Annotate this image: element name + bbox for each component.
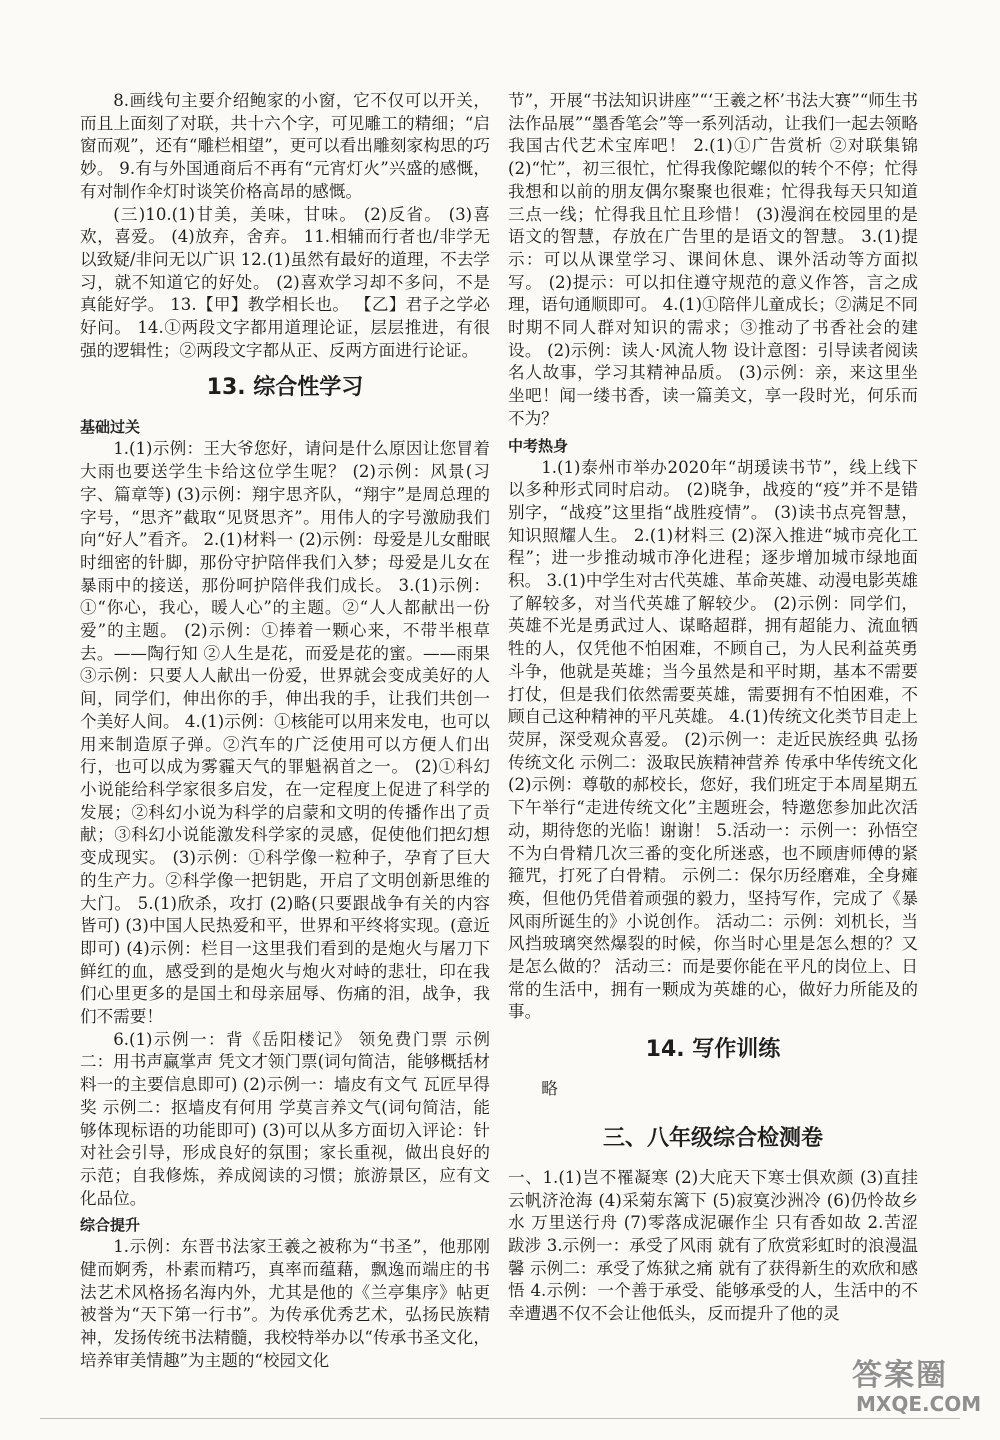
answer-paragraph: (三)10.(1)甘美，美味，甘味。 (2)反省。 (3)喜欢，喜爱。 (4)放弃，舍弃。 11.相辅而行者也/非学无以致疑/非问无以广识 12.(1)虽然有最好的道理，不去学习，就不知道它的好处。 (2)喜欢学习却不多问，不是真能好学。 13.【甲】教学相长也。 【乙】君子之学必好问。 14.①两段文字都用道理论证，层层推进，有很强的逻辑性；②两段文字都从正、反两方面进行论证。 (80, 204, 490, 360)
answer-paragraph: 一、1.(1)岂不罹凝寒 (2)大庇天下寒士俱欢颜 (3)直挂云帆济沧海 (4)采菊东篱下 (5)寂寞沙洲冷 (6)仍怜故乡水 万里送行舟 (7)零落成泥碾作尘 只有香如故 2.苦涩 跋涉 3.示例一：承受了风雨 就有了欣赏彩虹时的浪漫温馨 示例二：承受了炼狱之痛 就有了获得新生的欢欣和感悟 4.示例：一个善于承受、能够承受的人，生活中的不幸遭遇不仅不会让他低头，反而提升了他的灵 (508, 1167, 918, 1324)
answer-paragraph: 略 (541, 1079, 558, 1099)
right-column (508, 90, 918, 1326)
answer-paragraph: 1.(1)泰州市举办2020年“胡瑗读书节”，线上线下以多种形式同时启动。 (2)晓争，战疫的“疫”并不是错别字，“战疫”这里指“战胜疫情”。 (3)读书点亮智慧，知识照耀人生。 2.(1)材料三 (2)深入推进“城市亮化工程”；进一步推动城市净化进程；逐步增加城市绿地面积。 3.(1)中学生对古代英雄、革命英雄、动漫电影英雄了解较多，对当代英雄了解较少。 (2)示例：同学们，英雄不光是勇武过人、谋略超群，拥有超能力、流血牺牲的人，仅凭他不怕困难，不顾自己，为人民利益英勇斗争，他就是英雄；当今虽然是和平时期，基本不需要打仗，但是我们依然需要英雄，需要拥有不怕困难，不顾自己这种精神的平凡英雄。 4.(1)传统文化类节目走上荧屏，深受观众喜爱。 (2)示例一：走近民族经典 弘扬传统文化 示例二：汲取民族精神营养 传承中华传统文化 (2)示例：尊敬的郝校长，您好，我们班定于本周星期五下午举行“走进传统文化”主题班会，特邀您参加此次活动，期待您的光临！谢谢！ 5.活动一：示例一：孙悟空不为白骨精几次三番的变化所迷惑，也不顾唐师傅的紧箍咒，打死了白骨精。 示例二：保尔历经磨难，全身瘫痪，但他仍凭借着顽强的毅力，坚持写作，完成了《暴风雨所诞生的》小说创作。 活动二：示例：刘机长，当风挡玻璃突然爆裂的时候，你当时心里是怎么想的？又是怎么做的？ 活动三：而是要你能在平凡的岗位上、日常的生活中，拥有一颗成为英雄的心，做好力所能及的事。 (508, 457, 918, 1022)
answer-paragraph: 6.(1)示例一：背《岳阳楼记》 领免费门票 示例二：用书声赢掌声 凭文才领门票(词句简洁，能够概括材料一的主要信息即可) (2)示例一：墙皮有文气 瓦匠早得奖 示例二：抠墙皮有何用 学莫言养文气(词句简洁，能够体现标语的功能即可) (3)可以从多方面切入评论：针对社会引导，形成良好的氛围；家长重视，做出良好的示范；自我修炼，养成阅读的习惯；旅游景区，应有文化品位。 (80, 1029, 490, 1208)
watermark-line1: 答案圈 (852, 1358, 948, 1393)
subsection-heading: 中考热身 (508, 436, 569, 455)
watermark-logo (848, 1350, 988, 1422)
answer-paragraph: 1.(1)示例：王大爷您好，请问是什么原因让您冒着大雨也要送学生卡给这位学生呢？ (2)示例：风景(习字、篇章等) (3)示例：翔宇思齐队，“翔宇”是周总理的字号，“思齐”截取“见贤思齐”。用伟人的字号激励我们向“好人”看齐。 2.(1)材料一 (2)示例：母爱是儿女酣眠时细密的针脚，那份守护陪伴我们入梦；母爱是儿女在暴雨中的接送，那份呵护陪伴我们成长。 3.(1)示例：①“你心，我心，暖人心”的主题。②“人人都献出一份爱”的主题。 (2)示例：①捧着一颗心来，不带半根草去。——陶行知 ②人生是花，而爱是花的蜜。——雨果 ③示例：只要人人献出一份爱，世界就会变成美好的人间，同学们，伸出你的手，伸出我的手，让我们共创一个美好人间。 4.(1)示例：①核能可以用来发电，也可以用来制造原子弹。②汽车的广泛使用可以方便人们出行，也可以成为雾霾天气的罪魁祸首之一。 (2)①科幻小说能给科学家很多启发，在一定程度上促进了科学的发展；②科幻小说为科学的启蒙和文明的传播作出了贡献；③科幻小说能激发科学家的灵感，促使他们把幻想变成现实。 (3)示例：①科学像一粒种子，孕育了巨大的生产力。②科学像一把钥匙，开启了文明创新思维的大门。 5.(1)欣杀，攻打 (2)略(只要跟战争有关的内容皆可) (3)中国人民热爱和平，世界和平终将实现。(意近即可) (4)示例：栏目一这里我们看到的是炮火与屠刀下鲜红的血，感受到的是炮火与炮火对峙的悲壮，印在我们心里更多的是国土和母亲屈辱、伤痛的泪，战争，我们不需要！ (80, 439, 490, 1027)
section-heading: 14. 写作训练 (645, 1037, 781, 1063)
watermark-line2: MXQE.COM (856, 1392, 982, 1416)
answer-paragraph: 1.示例：东晋书法家王羲之被称为“书圣”，他那刚健而婀秀，朴素而精巧，真率而蕴藉，飘逸而端庄的书法艺术风格扬名海内外，尤其是他的《兰亭集序》帖更被誉为“天下第一行书”。为传承优秀艺术，弘扬民族精神，发扬传统书法精髓，我校特举办以“传承书圣文化，培养审美情趣”为主题的“校园文化 (80, 1237, 490, 1370)
section-heading: 13. 综合性学习 (206, 375, 364, 401)
answer-paragraph: 节”，开展“书法知识讲座”“‘王羲之杯’书法大赛”“师生书法作品展”“墨香笔会”等一系列活动，让我们一起去领略我国古代艺术宝库吧！ 2.(1)①广告赏析 ②对联集锦 (2)“忙”，初三很忙，忙得我像陀螺似的转个不停；忙得我想和以前的朋友偶尔聚聚也很难；忙得我每天只知道三点一线；忙得我且忙且珍惜！ (3)漫润在校园里的是语文的智慧，存放在广告里的是语文的智慧。 3.(1)提示：可以从课堂学习、课间休息、课外活动等方面拟写。 (2)提示：可以扣住遵守规范的意义作答，言之成理，语句通顺即可。 4.(1)①陪伴儿童成长；②满足不同时期不同人群对知识的需求；③推动了书香社会的建设。 (2)示例：读人·风流人物 设计意图：引导读者阅读名人故事，学习其精神品质。 (3)示例：亲，来这里坐坐吧！闻一缕书香，读一篇美文，享一段时光，何乐而不为？ (508, 91, 918, 428)
subsection-heading: 基础过关 (80, 418, 141, 437)
footer-rule (40, 1418, 960, 1419)
answer-paragraph: 8.画线句主要介绍鲍家的小窗，它不仅可以开关，而且上面刻了对联，共十六个字，可见雕工的精细；“启窗而观”，还有“雕栏相望”，更可以看出雕刻家构思的巧妙。 9.有与外国通商后不再有“元宵灯火”兴盛的感慨，有对制作伞灯时谈笑价格高昂的感慨。 (80, 91, 490, 201)
subsection-heading: 综合提升 (80, 1216, 141, 1235)
section-heading: 三、八年级综合检测卷 (602, 1125, 823, 1151)
left-column (80, 90, 490, 1373)
